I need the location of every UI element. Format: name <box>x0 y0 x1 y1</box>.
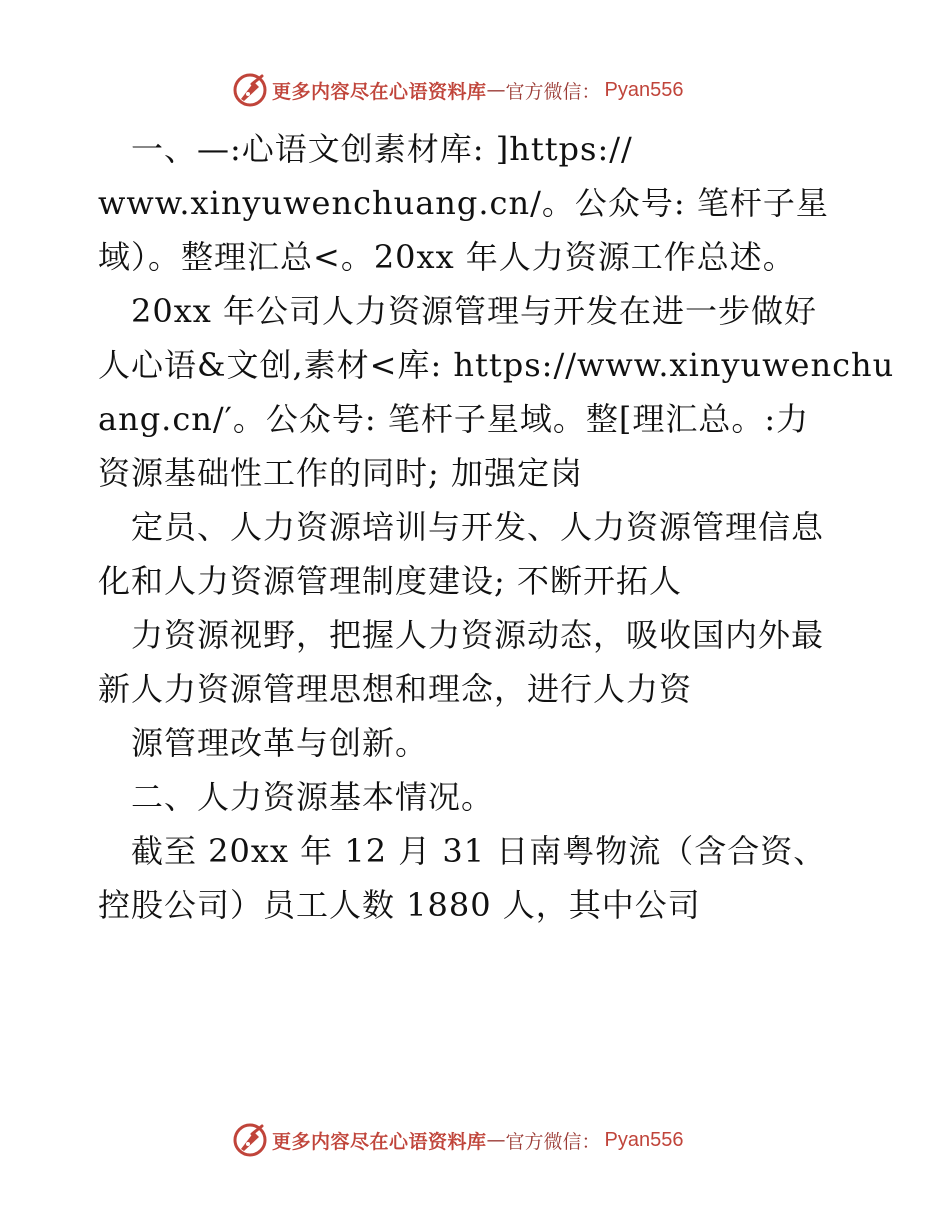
body-line: 控股公司）员工人数 1880 人，其中公司 <box>98 886 701 924</box>
body-line: 力资源视野，把握人力资源动态，吸收国内外最 <box>98 616 825 654</box>
pen-nib-logo-icon <box>232 1122 268 1158</box>
body-line: www.xinyuwenchuang.cn/。公众号: 笔杆子星 <box>98 184 829 222</box>
body-line: 定员、人力资源培训与开发、人力资源管理信息 <box>98 508 825 546</box>
body-line: 域）。整理汇总<。20xx 年人力资源工作总述。 <box>98 238 796 276</box>
body-line: ang.cn/′。公众号: 笔杆子星域。整[理汇总。:力 <box>98 400 810 438</box>
body-line: 源管理改革与创新。 <box>98 724 429 762</box>
banner-text: 更多内容尽在心语资料库 <box>272 1130 487 1153</box>
body-line: 资源基础性工作的同时; 加强定岗 <box>98 454 583 492</box>
body-line: 二、人力资源基本情况。 <box>98 778 495 816</box>
body-line: 截至 20xx 年 12 月 31 日南粤物流（含合资、 <box>98 832 827 870</box>
banner-dash: — <box>486 1129 506 1151</box>
banner-label: 官方微信： <box>505 80 601 103</box>
banner-text: 更多内容尽在心语资料库 <box>272 80 487 103</box>
banner-wechat-id: Pyan556 <box>604 1128 684 1151</box>
body-line: 20xx 年公司人力资源管理与开发在进一步做好 <box>98 292 817 330</box>
pen-nib-logo-icon <box>232 72 268 108</box>
body-line: 新人力资源管理思想和理念，进行人力资 <box>98 670 693 708</box>
document-body <box>98 122 895 932</box>
body-line: 一、—:心语文创素材库: ]https:// <box>98 130 633 168</box>
banner-dash: — <box>486 79 506 101</box>
banner-wechat-id: Pyan556 <box>604 78 684 101</box>
body-line: 化和人力资源管理制度建设; 不断开拓人 <box>98 562 682 600</box>
banner-label: 官方微信： <box>505 1130 601 1153</box>
header-banner <box>232 70 684 110</box>
body-line: 人心语&文创,素材<库: https://www.xinyuwenchu <box>98 346 895 384</box>
footer-banner <box>232 1120 684 1160</box>
